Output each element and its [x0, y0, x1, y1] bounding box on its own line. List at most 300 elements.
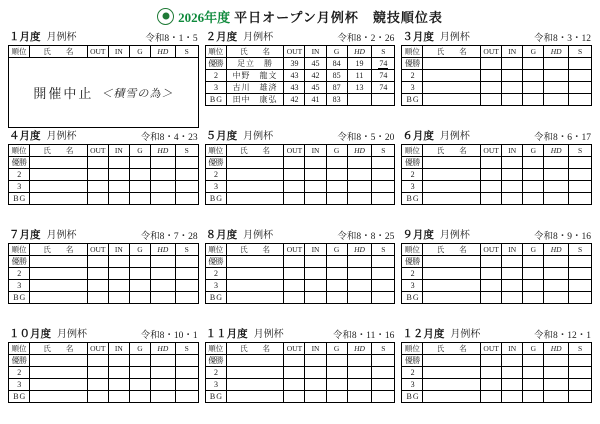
col-g: G	[326, 145, 347, 157]
col-s: S	[569, 343, 592, 355]
month-block-header	[401, 327, 592, 342]
cell-rank: 優勝	[9, 355, 30, 367]
table-row	[402, 280, 592, 292]
cell-s	[569, 292, 592, 304]
cell-s	[569, 70, 592, 82]
cell-in	[305, 280, 326, 292]
cell-name	[423, 256, 481, 268]
cell-hd	[347, 292, 372, 304]
score-table	[205, 342, 396, 403]
cell-out	[284, 157, 305, 169]
cell-name	[423, 391, 481, 403]
col-rank: 順位	[9, 244, 30, 256]
cell-name	[423, 355, 481, 367]
table-row	[402, 367, 592, 379]
cell-rank: B G	[9, 292, 30, 304]
cell-name	[30, 391, 88, 403]
cell-s	[372, 355, 395, 367]
cell-g: 83	[326, 94, 347, 106]
table-row	[9, 280, 199, 292]
cell-out	[284, 169, 305, 181]
event-date: 令和8・3・12	[533, 34, 591, 44]
cell-name	[226, 280, 284, 292]
month-label	[9, 127, 77, 143]
col-hd: HD	[150, 46, 175, 58]
col-out: OUT	[481, 343, 502, 355]
col-name: 氏 名	[226, 343, 284, 355]
table-row	[205, 292, 395, 304]
cell-hd	[347, 169, 372, 181]
cell-out	[87, 355, 108, 367]
cell-s	[569, 58, 592, 70]
col-out: OUT	[284, 46, 305, 58]
cell-g	[326, 268, 347, 280]
cell-in	[305, 355, 326, 367]
cell-hd: 19	[347, 58, 372, 70]
cell-out	[481, 181, 502, 193]
cell-name	[226, 391, 284, 403]
cell-s	[372, 169, 395, 181]
cell-rank: 2	[9, 367, 30, 379]
cell-g	[326, 280, 347, 292]
cell-in	[502, 367, 523, 379]
col-rank: 順位	[9, 343, 30, 355]
table-row	[9, 367, 199, 379]
cell-name	[226, 256, 284, 268]
cell-name	[226, 367, 284, 379]
cell-s	[569, 193, 592, 205]
cell-rank: B G	[205, 193, 226, 205]
col-rank: 順位	[9, 46, 30, 58]
cell-rank: B G	[402, 193, 423, 205]
cell-in	[108, 280, 129, 292]
event-date: 令和8・1・5	[145, 34, 198, 44]
col-hd: HD	[544, 145, 569, 157]
cell-hd	[544, 256, 569, 268]
col-in: IN	[108, 244, 129, 256]
cell-name	[30, 181, 88, 193]
col-hd: HD	[150, 343, 175, 355]
cell-rank: 3	[402, 280, 423, 292]
cell-s	[569, 379, 592, 391]
cell-in	[108, 379, 129, 391]
cell-in	[108, 169, 129, 181]
table-header-row	[9, 343, 199, 355]
cell-hd	[150, 193, 175, 205]
month-label	[402, 325, 480, 341]
cell-in: 45	[305, 82, 326, 94]
cell-rank: 優勝	[9, 157, 30, 169]
cell-name	[226, 193, 284, 205]
cell-name: 足立 勝	[226, 58, 284, 70]
cell-out	[481, 169, 502, 181]
cell-s	[372, 256, 395, 268]
cell-s	[175, 169, 198, 181]
table-row	[402, 268, 592, 280]
cup-name: 月例杯	[243, 230, 274, 241]
cup-name: 月例杯	[439, 131, 470, 142]
col-out: OUT	[87, 343, 108, 355]
table-row	[9, 169, 199, 181]
table-row	[402, 256, 592, 268]
cup-name: 月例杯	[439, 32, 470, 43]
cup-name: 月例杯	[450, 329, 481, 340]
cell-rank: 優勝	[402, 355, 423, 367]
month-name: ６月度	[402, 131, 434, 142]
cell-g	[129, 280, 150, 292]
cell-out: 43	[284, 70, 305, 82]
cell-rank: 2	[402, 367, 423, 379]
month-name: ３月度	[402, 32, 434, 43]
cell-in	[108, 256, 129, 268]
cell-hd	[150, 292, 175, 304]
event-date: 令和8・7・28	[140, 232, 198, 242]
table-row	[9, 391, 199, 403]
table-row	[205, 379, 395, 391]
cell-g	[523, 268, 544, 280]
table-header-row	[9, 46, 199, 58]
col-rank: 順位	[402, 244, 423, 256]
cell-rank: 3	[205, 82, 226, 94]
cell-rank: 2	[205, 367, 226, 379]
cell-out	[481, 355, 502, 367]
cell-rank: B G	[402, 94, 423, 106]
cell-in	[502, 379, 523, 391]
cell-hd	[544, 268, 569, 280]
cell-in	[305, 379, 326, 391]
score-table	[401, 144, 592, 205]
cell-out: 42	[284, 94, 305, 106]
cell-in	[502, 355, 523, 367]
cell-out	[87, 193, 108, 205]
month-block	[401, 129, 592, 225]
col-name: 氏 名	[30, 343, 88, 355]
cell-g	[523, 58, 544, 70]
cell-in	[305, 193, 326, 205]
cell-name	[423, 280, 481, 292]
col-in: IN	[305, 145, 326, 157]
cell-hd	[544, 193, 569, 205]
cell-rank: 優勝	[9, 256, 30, 268]
cell-g	[326, 379, 347, 391]
cell-name	[226, 268, 284, 280]
cell-name	[423, 367, 481, 379]
table-row	[402, 379, 592, 391]
month-name: ９月度	[402, 230, 434, 241]
cup-name: 月例杯	[253, 329, 284, 340]
cell-rank: B G	[205, 391, 226, 403]
table-row	[205, 367, 395, 379]
month-block-header	[205, 129, 396, 144]
month-label	[206, 127, 274, 143]
cell-s	[569, 82, 592, 94]
col-s: S	[372, 244, 395, 256]
cell-rank: 2	[9, 169, 30, 181]
score-table	[8, 45, 199, 58]
col-name: 氏 名	[423, 46, 481, 58]
col-in: IN	[108, 46, 129, 58]
table-row	[402, 193, 592, 205]
cell-name	[423, 94, 481, 106]
cell-in	[502, 82, 523, 94]
cell-hd	[347, 157, 372, 169]
col-out: OUT	[87, 145, 108, 157]
cell-rank: B G	[9, 193, 30, 205]
col-s: S	[569, 46, 592, 58]
score-table	[8, 243, 199, 304]
cell-s	[372, 391, 395, 403]
cell-name	[226, 355, 284, 367]
cell-name	[423, 157, 481, 169]
month-block-header	[205, 30, 396, 45]
cell-out	[481, 157, 502, 169]
cell-out	[284, 280, 305, 292]
month-label	[402, 28, 470, 44]
month-block	[401, 30, 592, 126]
cell-s	[372, 94, 395, 106]
cell-in	[502, 157, 523, 169]
cell-rank: 3	[205, 379, 226, 391]
col-rank: 順位	[205, 46, 226, 58]
cell-hd	[150, 256, 175, 268]
cell-rank: 2	[402, 70, 423, 82]
cell-g: 84	[326, 58, 347, 70]
col-in: IN	[305, 244, 326, 256]
cell-g	[326, 256, 347, 268]
cell-s	[175, 391, 198, 403]
table-row	[205, 355, 395, 367]
cell-g	[523, 193, 544, 205]
cell-name	[423, 169, 481, 181]
month-label	[9, 226, 77, 242]
cell-g	[326, 391, 347, 403]
cell-out	[87, 157, 108, 169]
month-blocks-grid	[8, 30, 592, 423]
cell-out: 39	[284, 58, 305, 70]
event-date: 令和8・6・17	[533, 133, 591, 143]
col-out: OUT	[481, 46, 502, 58]
cell-rank: 2	[205, 169, 226, 181]
col-rank: 順位	[205, 343, 226, 355]
cell-name	[226, 181, 284, 193]
table-row	[205, 157, 395, 169]
cell-out	[284, 367, 305, 379]
month-label	[9, 28, 77, 44]
cell-hd	[150, 379, 175, 391]
cell-rank: 優勝	[402, 256, 423, 268]
cell-in	[502, 268, 523, 280]
cell-in	[108, 292, 129, 304]
month-name: ８月度	[205, 230, 238, 241]
cell-hd	[544, 391, 569, 403]
cell-name	[226, 292, 284, 304]
col-g: G	[129, 46, 150, 58]
cell-in	[305, 256, 326, 268]
month-block	[401, 327, 592, 423]
table-row	[205, 280, 395, 292]
table-row	[9, 256, 199, 268]
cell-g	[129, 169, 150, 181]
table-row	[9, 379, 199, 391]
cell-hd	[150, 169, 175, 181]
col-s: S	[372, 46, 395, 58]
cell-rank: B G	[402, 391, 423, 403]
cell-s	[175, 157, 198, 169]
col-s: S	[372, 343, 395, 355]
cell-hd	[544, 70, 569, 82]
cell-g	[326, 181, 347, 193]
col-hd: HD	[150, 244, 175, 256]
cell-in	[305, 367, 326, 379]
score-table	[205, 45, 396, 106]
table-row	[205, 391, 395, 403]
cell-out	[481, 379, 502, 391]
cell-hd	[150, 280, 175, 292]
month-label	[206, 28, 274, 44]
cell-hd	[347, 181, 372, 193]
cell-rank: 優勝	[205, 355, 226, 367]
cell-in	[108, 367, 129, 379]
cell-out	[87, 268, 108, 280]
table-header-row	[205, 46, 395, 58]
cell-name	[226, 169, 284, 181]
col-name: 氏 名	[30, 46, 88, 58]
table-row	[402, 391, 592, 403]
cell-s: 74	[372, 70, 395, 82]
month-block-header	[401, 30, 592, 45]
table-row	[9, 157, 199, 169]
cell-g	[129, 367, 150, 379]
month-label	[206, 226, 274, 242]
cell-rank: B G	[402, 292, 423, 304]
cell-in	[305, 391, 326, 403]
col-in: IN	[502, 145, 523, 157]
cell-out	[284, 391, 305, 403]
cell-hd	[544, 181, 569, 193]
cell-s	[372, 292, 395, 304]
cell-g: 87	[326, 82, 347, 94]
month-name: １１月度	[205, 329, 248, 340]
cell-hd	[150, 391, 175, 403]
cell-rank: 3	[9, 181, 30, 193]
cell-in	[502, 280, 523, 292]
month-name: ５月度	[205, 131, 238, 142]
cell-g	[326, 157, 347, 169]
cell-out	[284, 193, 305, 205]
month-block	[8, 30, 199, 126]
cell-s	[569, 367, 592, 379]
cell-s	[372, 157, 395, 169]
cell-in	[108, 355, 129, 367]
table-row	[9, 292, 199, 304]
cell-g	[523, 355, 544, 367]
table-header-row	[402, 145, 592, 157]
month-block	[8, 228, 199, 324]
cell-s	[569, 94, 592, 106]
month-block-header	[205, 327, 396, 342]
cell-out	[87, 292, 108, 304]
cell-s	[175, 379, 198, 391]
cell-hd	[544, 94, 569, 106]
cell-g	[129, 379, 150, 391]
cup-name: 月例杯	[439, 230, 470, 241]
cell-in	[305, 292, 326, 304]
table-row	[9, 268, 199, 280]
col-in: IN	[502, 343, 523, 355]
cell-in	[502, 181, 523, 193]
cell-s	[569, 391, 592, 403]
cell-g	[129, 157, 150, 169]
cell-in	[108, 391, 129, 403]
col-hd: HD	[544, 46, 569, 58]
month-block	[205, 129, 396, 225]
cup-name: 月例杯	[243, 32, 274, 43]
col-name: 氏 名	[226, 46, 284, 58]
col-name: 氏 名	[423, 145, 481, 157]
cell-s	[569, 268, 592, 280]
event-date: 令和8・12・1	[533, 331, 591, 341]
table-header-row	[402, 46, 592, 58]
cell-in	[502, 169, 523, 181]
col-out: OUT	[87, 46, 108, 58]
cell-g	[129, 355, 150, 367]
cell-name	[30, 256, 88, 268]
table-row	[402, 169, 592, 181]
table-header-row	[402, 343, 592, 355]
cell-s	[569, 181, 592, 193]
cell-out	[284, 256, 305, 268]
cell-s	[372, 193, 395, 205]
cell-s	[175, 355, 198, 367]
col-out: OUT	[284, 343, 305, 355]
score-table	[401, 45, 592, 106]
cell-s	[175, 268, 198, 280]
cell-hd	[347, 379, 372, 391]
table-row	[9, 193, 199, 205]
cell-rank: 3	[9, 379, 30, 391]
cell-out	[481, 94, 502, 106]
month-block-header	[8, 327, 199, 342]
cell-s	[175, 292, 198, 304]
cell-g	[523, 256, 544, 268]
cell-name	[423, 292, 481, 304]
col-s: S	[372, 145, 395, 157]
cell-in	[502, 391, 523, 403]
col-g: G	[523, 145, 544, 157]
cup-name: 月例杯	[46, 230, 77, 241]
cell-g	[326, 355, 347, 367]
cell-hd	[150, 355, 175, 367]
cell-g	[129, 268, 150, 280]
table-row	[205, 70, 395, 82]
col-g: G	[326, 244, 347, 256]
cell-hd	[544, 379, 569, 391]
table-row	[205, 256, 395, 268]
cell-out	[87, 181, 108, 193]
col-g: G	[129, 343, 150, 355]
table-row	[9, 181, 199, 193]
cell-name	[30, 355, 88, 367]
cell-name	[30, 157, 88, 169]
month-name: １月度	[9, 32, 41, 43]
cell-name	[30, 379, 88, 391]
cell-hd	[544, 280, 569, 292]
col-name: 氏 名	[30, 244, 88, 256]
cell-name: 田中 康弘	[226, 94, 284, 106]
table-row	[205, 193, 395, 205]
cell-out	[481, 292, 502, 304]
cell-name	[423, 70, 481, 82]
